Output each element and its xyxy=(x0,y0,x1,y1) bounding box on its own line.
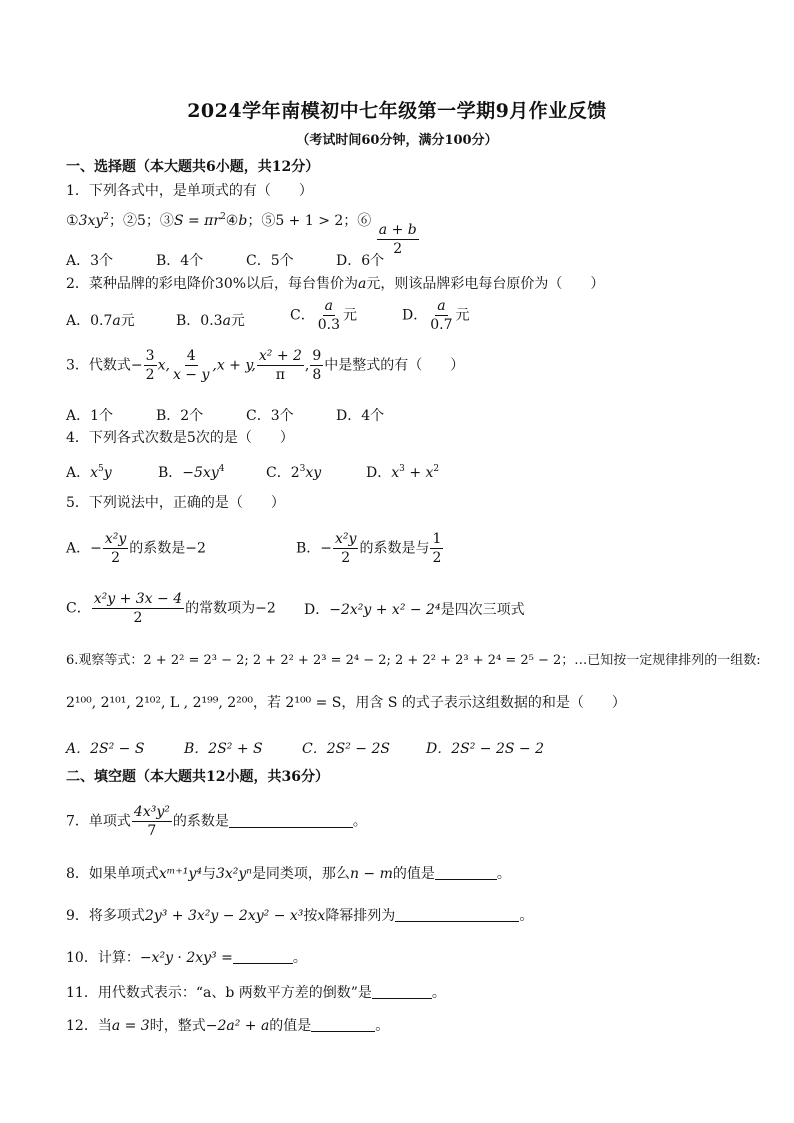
numerator: x² + 2 xyxy=(257,348,304,366)
text: 的值是 xyxy=(392,866,435,882)
option-d[interactable] xyxy=(366,462,439,482)
denominator: 2 xyxy=(111,550,121,567)
text: 。 xyxy=(431,985,446,1001)
text: 的系数是 xyxy=(172,813,229,830)
option-c[interactable]: C．2S² − 2S xyxy=(302,741,390,757)
text: 8．如果单项式 xyxy=(66,866,159,882)
option-a[interactable] xyxy=(66,462,112,482)
label: D． xyxy=(304,602,330,618)
label: B． xyxy=(158,465,183,481)
variable: a xyxy=(112,313,121,329)
exponent: 2 xyxy=(220,212,226,222)
numerator: x²y xyxy=(103,531,128,549)
unit: 元 xyxy=(342,307,357,324)
option-c[interactable]: C．5个 xyxy=(246,253,294,269)
fraction xyxy=(316,298,342,333)
label: D． xyxy=(366,465,392,481)
text: ④ xyxy=(225,213,239,229)
numerator: a + b xyxy=(377,222,419,240)
denominator: 0.3 xyxy=(317,317,340,334)
denominator: x − y xyxy=(172,367,210,384)
exponent: 2 xyxy=(103,212,110,222)
text: ；②5；③ xyxy=(109,213,174,229)
question-12 xyxy=(66,1019,389,1033)
denominator: 8 xyxy=(312,367,322,384)
fraction xyxy=(144,348,157,383)
fraction xyxy=(333,531,358,566)
fraction xyxy=(132,804,172,839)
expr: −2x²y + x² − 2⁴ xyxy=(329,602,441,618)
question-3-stem: 3．代数式− $\frac{3}{2}$ x, $\frac{4}{x - y}$ ,x + y, $\frac{\text{x² + 2}}{\pi}$ , $\frac{9}{8}$ 中是整式的有（ ） xyxy=(66,348,465,384)
text: ；⑤5 + 1 > 2；⑥ xyxy=(247,213,372,229)
expr: −2a² + a xyxy=(205,1018,270,1034)
label: B． xyxy=(296,540,321,557)
option-d[interactable]: D．6个 xyxy=(336,253,385,269)
expr: x xyxy=(90,465,99,481)
numerator: 3 xyxy=(144,348,157,366)
variable: a xyxy=(358,276,367,292)
numerator: 1 xyxy=(430,531,443,549)
fraction xyxy=(103,531,128,566)
option-d[interactable]: D．2S² − 2S − 2 xyxy=(426,741,545,757)
text: 与 xyxy=(201,866,216,882)
option-b[interactable]: B．2S² + S xyxy=(184,741,263,757)
text: 11．用代数式表示：“a、b 两数平方差的倒数”是 xyxy=(66,985,372,1001)
text: 3．代数式 xyxy=(66,357,131,374)
label: A． xyxy=(66,465,91,481)
question-1-stem: 1．下列各式中，是单项式的有（ ） xyxy=(66,183,313,199)
denominator: 2 xyxy=(432,550,442,567)
question-5-stem: 5．下列说法中，正确的是（ ） xyxy=(66,495,285,511)
expr: a = 3 xyxy=(111,1018,150,1034)
option-a[interactable]: A．2S² − S xyxy=(66,741,145,757)
text: 的系数是与 xyxy=(359,540,430,557)
fraction xyxy=(92,591,184,626)
text: 时，整式 xyxy=(149,1018,206,1034)
text: 的系数是−2 xyxy=(129,540,206,557)
question-7 xyxy=(66,804,367,839)
text: 9．将多项式 xyxy=(66,908,145,924)
label: B．0.3 xyxy=(176,313,223,329)
exponent: 5 xyxy=(98,464,104,474)
text: 元，则该品牌彩电每台原价为（ ） xyxy=(366,276,605,292)
exponent: 4 xyxy=(218,464,225,474)
expr: S = πr xyxy=(173,213,221,229)
item-marker: ① xyxy=(66,213,79,229)
option-a[interactable]: A．− $\frac{\text{x²y}}{2}$ 的系数是−2 xyxy=(66,531,206,567)
text: 是四次三项式 xyxy=(440,602,525,618)
option-d[interactable] xyxy=(304,603,525,617)
text: 7．单项式 xyxy=(66,813,131,830)
numerator: 4 xyxy=(185,348,198,366)
question-6-line-1: 6.观察等式：2 + 2² = 2³ − 2; 2 + 2² + 2³ = 2⁴ − 2; 2 + 2² + 2³ + 2⁴ = 2⁵ − 2；…已知按一定规律排列的一组数: xyxy=(66,653,761,668)
label: A． xyxy=(66,540,91,557)
expr: −x²y · 2xy³ = xyxy=(139,950,233,966)
answer-blank[interactable] xyxy=(395,921,519,922)
expr: 2 xyxy=(290,465,300,481)
answer-blank[interactable] xyxy=(372,998,432,999)
label: A．0.7 xyxy=(66,313,113,329)
numerator: 9 xyxy=(310,348,323,366)
exponent: 2 xyxy=(433,464,440,474)
text: 的常数项为−2 xyxy=(185,600,276,617)
section-heading-choice: 一、选择题（本大题共6小题，共12分） xyxy=(66,159,320,175)
variable: x xyxy=(317,908,326,924)
text: 中是整式的有（ ） xyxy=(324,357,465,374)
question-4-stem: 4．下列各式次数是5次的是（ ） xyxy=(66,430,294,446)
label: C． xyxy=(290,307,315,324)
label: C． xyxy=(66,600,91,617)
answer-blank[interactable] xyxy=(311,1031,375,1032)
option-b[interactable] xyxy=(176,310,245,330)
label: C． xyxy=(266,465,291,481)
denominator: 7 xyxy=(147,823,157,840)
question-2-stem xyxy=(66,277,604,291)
label: D． xyxy=(402,307,428,324)
fraction xyxy=(171,348,211,383)
text: 10．计算： xyxy=(66,950,140,966)
sign: − xyxy=(130,357,143,374)
option-d[interactable]: D．4个 xyxy=(336,408,385,424)
question-8 xyxy=(66,867,511,881)
text: 。 xyxy=(352,813,367,830)
option-b[interactable] xyxy=(158,462,224,482)
text: 。 xyxy=(496,866,511,882)
expr: 3x²yⁿ xyxy=(215,866,252,882)
text: 的值是 xyxy=(269,1018,312,1034)
option-c[interactable]: C．3个 xyxy=(246,408,294,424)
denominator: 2 xyxy=(133,610,143,627)
text: 是同类项，那么 xyxy=(251,866,350,882)
expr: 2y³ + 3x²y − 2xy² − x³ xyxy=(144,908,304,924)
fraction xyxy=(257,348,304,383)
numerator: a xyxy=(323,298,335,316)
option-b[interactable]: B．2个 xyxy=(156,408,204,424)
fraction xyxy=(310,348,323,383)
unit: 元 xyxy=(120,313,135,329)
expr: n − m xyxy=(349,866,393,882)
numerator: a xyxy=(435,298,447,316)
section-heading-fill: 二、填空题（本大题共12小题，共36分） xyxy=(66,769,329,785)
exponent: 3 xyxy=(399,464,405,474)
numerator: x²y + 3x − 4 xyxy=(92,591,184,609)
page-title: 2024学年南模初中七年级第一学期9月作业反馈 xyxy=(187,100,607,122)
option-b[interactable]: B．4个 xyxy=(156,253,204,269)
option-a[interactable] xyxy=(66,310,135,330)
expr: x, xyxy=(157,357,170,374)
denominator: 2 xyxy=(341,550,351,567)
expr: 3xy xyxy=(78,213,104,229)
text: 2．菜种品牌的彩电降价30%以后，每台售价为 xyxy=(66,276,359,292)
option-c[interactable] xyxy=(290,298,357,333)
option-c[interactable] xyxy=(266,462,321,482)
option-d[interactable] xyxy=(402,298,470,333)
text: 。 xyxy=(375,1018,390,1034)
fraction xyxy=(428,298,454,333)
expr: + x xyxy=(404,465,434,481)
text: 按 xyxy=(303,908,318,924)
fraction xyxy=(430,531,443,566)
exponent: 3 xyxy=(299,464,306,474)
denominator: 0.7 xyxy=(430,317,453,334)
numerator: x²y xyxy=(333,531,358,549)
answer-blank[interactable] xyxy=(229,827,353,828)
numerator: 4x³y² xyxy=(132,804,172,822)
option-b[interactable]: B．− $\frac{\text{x²y}}{2}$ 的系数是与 $\frac{1}{2}$ xyxy=(296,531,442,567)
expr: xᵐ⁺¹y⁴ xyxy=(158,866,202,882)
denominator: π xyxy=(275,367,285,384)
question-10 xyxy=(66,951,307,965)
question-11 xyxy=(66,986,446,1000)
text: 降幂排列为 xyxy=(325,908,396,924)
option-a[interactable]: A．1个 xyxy=(66,408,114,424)
expr: y xyxy=(103,465,112,481)
denominator: 2 xyxy=(393,241,403,258)
text: 。 xyxy=(519,908,534,924)
question-9 xyxy=(66,909,533,923)
unit: 元 xyxy=(230,313,245,329)
option-c[interactable] xyxy=(66,591,276,626)
expr: xy xyxy=(305,465,322,481)
answer-blank[interactable] xyxy=(233,963,293,964)
text: 。 xyxy=(292,950,307,966)
denominator: 2 xyxy=(145,367,155,384)
variable: a xyxy=(222,313,231,329)
option-a[interactable]: A．3个 xyxy=(66,253,114,269)
answer-blank[interactable] xyxy=(435,879,497,880)
expr: −5xy xyxy=(182,465,219,481)
text: 12．当 xyxy=(66,1018,112,1034)
page-subtitle: （考试时间60分钟，满分100分） xyxy=(296,133,498,148)
expr: b xyxy=(238,213,248,229)
unit: 元 xyxy=(455,307,470,324)
expr: x xyxy=(391,465,400,481)
expr: ,x + y, xyxy=(212,357,256,374)
question-6-line-2: 2¹⁰⁰, 2¹⁰¹, 2¹⁰², L , 2¹⁹⁹, 2²⁰⁰，若 2¹⁰⁰ = S，用含 S 的式子表示这组数据的和是（ ） xyxy=(66,695,626,711)
